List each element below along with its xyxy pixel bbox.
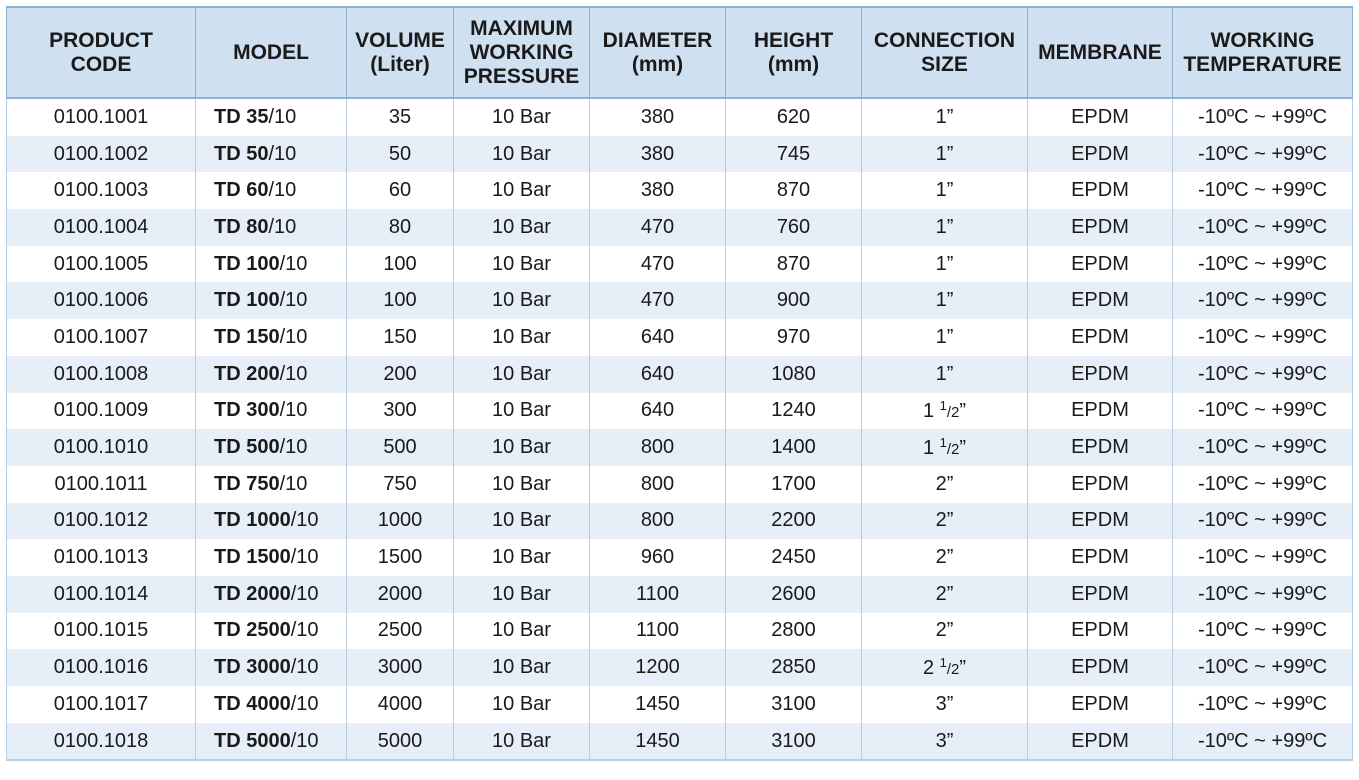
- height-cell: 870: [726, 246, 862, 283]
- connection-whole: 2: [935, 582, 947, 605]
- connection-whole: 1: [935, 325, 947, 348]
- model-suffix: /10: [290, 729, 319, 752]
- working-temperature-cell: -10ºC ~ +99ºC: [1173, 686, 1353, 723]
- model-suffix: /10: [290, 509, 319, 532]
- table-row: [7, 576, 1353, 613]
- connection-whole: 2: [935, 619, 947, 642]
- diameter-cell: 1450: [590, 723, 726, 761]
- membrane-cell: EPDM: [1028, 98, 1173, 136]
- connection-whole: 1: [935, 142, 947, 165]
- diameter-cell: 800: [590, 429, 726, 466]
- connection-size-cell: [862, 429, 1028, 466]
- diameter-cell: 380: [590, 172, 726, 209]
- working-temperature-cell: -10ºC ~ +99ºC: [1173, 723, 1353, 761]
- model-suffix: /10: [279, 362, 308, 385]
- model-name: TD 100: [214, 289, 280, 312]
- connection-size-cell: [862, 319, 1028, 356]
- table-body: [7, 98, 1353, 760]
- column-header-diameter: [590, 7, 726, 98]
- table-row: [7, 466, 1353, 503]
- column-header-working-temperature: [1173, 7, 1353, 98]
- working-temperature-cell: -10ºC ~ +99ºC: [1173, 576, 1353, 613]
- column-header-membrane: [1028, 7, 1173, 98]
- connection-size-cell: [862, 503, 1028, 540]
- model-name: TD 3000: [214, 656, 291, 679]
- product-code-cell: 0100.1006: [7, 282, 196, 319]
- working-temperature-cell: -10ºC ~ +99ºC: [1173, 466, 1353, 503]
- table-row: [7, 503, 1353, 540]
- model-suffix: /10: [279, 472, 308, 495]
- model-name: TD 150: [214, 325, 280, 348]
- column-header-line: VOLUME: [355, 28, 445, 52]
- pressure-cell: 10 Bar: [454, 136, 590, 173]
- column-header-max-working-pressure: [454, 7, 590, 98]
- fraction-denominator: /2: [946, 404, 960, 422]
- membrane-cell: EPDM: [1028, 393, 1173, 430]
- model-cell: [196, 723, 347, 761]
- volume-cell: 1500: [347, 539, 454, 576]
- model-cell: [196, 503, 347, 540]
- height-cell: 760: [726, 209, 862, 246]
- connection-whole: 2: [935, 509, 947, 532]
- product-code-cell: 0100.1001: [7, 98, 196, 136]
- connection-size-cell: [862, 539, 1028, 576]
- connection-whole: 3: [935, 729, 947, 752]
- header-row: [7, 7, 1353, 98]
- volume-cell: 5000: [347, 723, 454, 761]
- working-temperature-cell: -10ºC ~ +99ºC: [1173, 246, 1353, 283]
- working-temperature-cell: -10ºC ~ +99ºC: [1173, 356, 1353, 393]
- model-suffix: /10: [268, 105, 297, 128]
- product-code-cell: 0100.1005: [7, 246, 196, 283]
- working-temperature-cell: -10ºC ~ +99ºC: [1173, 429, 1353, 466]
- diameter-cell: 470: [590, 209, 726, 246]
- inch-mark: ”: [946, 179, 954, 202]
- model-name: TD 80: [214, 215, 269, 238]
- model-name: TD 200: [214, 362, 280, 385]
- height-cell: 1240: [726, 393, 862, 430]
- product-code-cell: 0100.1014: [7, 576, 196, 613]
- volume-cell: 300: [347, 393, 454, 430]
- connection-whole: 1: [922, 400, 940, 423]
- model-name: TD 750: [214, 472, 280, 495]
- height-cell: 870: [726, 172, 862, 209]
- volume-cell: 60: [347, 172, 454, 209]
- table-row: [7, 136, 1353, 173]
- connection-whole: 1: [935, 252, 947, 275]
- model-name: TD 5000: [214, 729, 291, 752]
- connection-whole: 1: [935, 362, 947, 385]
- column-header-model: [196, 7, 347, 98]
- diameter-cell: 1200: [590, 649, 726, 686]
- volume-cell: 2500: [347, 613, 454, 650]
- height-cell: 3100: [726, 723, 862, 761]
- connection-size-cell: [862, 98, 1028, 136]
- model-cell: [196, 649, 347, 686]
- working-temperature-cell: -10ºC ~ +99ºC: [1173, 136, 1353, 173]
- volume-cell: 50: [347, 136, 454, 173]
- height-cell: 970: [726, 319, 862, 356]
- model-cell: [196, 209, 347, 246]
- working-temperature-cell: -10ºC ~ +99ºC: [1173, 649, 1353, 686]
- membrane-cell: EPDM: [1028, 503, 1173, 540]
- membrane-cell: EPDM: [1028, 686, 1173, 723]
- inch-mark: ”: [959, 657, 967, 680]
- model-name: TD 300: [214, 399, 280, 422]
- membrane-cell: EPDM: [1028, 246, 1173, 283]
- height-cell: 2200: [726, 503, 862, 540]
- working-temperature-cell: -10ºC ~ +99ºC: [1173, 393, 1353, 430]
- inch-mark: ”: [946, 142, 954, 165]
- table-row: [7, 686, 1353, 723]
- pressure-cell: 10 Bar: [454, 319, 590, 356]
- pressure-cell: 10 Bar: [454, 539, 590, 576]
- membrane-cell: EPDM: [1028, 539, 1173, 576]
- working-temperature-cell: -10ºC ~ +99ºC: [1173, 209, 1353, 246]
- table-row: [7, 319, 1353, 356]
- membrane-cell: EPDM: [1028, 209, 1173, 246]
- model-cell: [196, 466, 347, 503]
- inch-mark: ”: [946, 215, 954, 238]
- diameter-cell: 960: [590, 539, 726, 576]
- height-cell: 2600: [726, 576, 862, 613]
- height-cell: 1080: [726, 356, 862, 393]
- table-row: [7, 209, 1353, 246]
- product-code-cell: 0100.1009: [7, 393, 196, 430]
- column-header-product-code: [7, 7, 196, 98]
- height-cell: 2450: [726, 539, 862, 576]
- fraction-numerator: 1: [939, 398, 947, 414]
- volume-cell: 100: [347, 282, 454, 319]
- pressure-cell: 10 Bar: [454, 466, 590, 503]
- pressure-cell: 10 Bar: [454, 246, 590, 283]
- inch-mark: ”: [946, 252, 954, 275]
- height-cell: 745: [726, 136, 862, 173]
- column-header-line: WORKING: [1210, 28, 1315, 52]
- model-suffix: /10: [268, 179, 297, 202]
- pressure-cell: 10 Bar: [454, 172, 590, 209]
- pressure-cell: 10 Bar: [454, 686, 590, 723]
- connection-size-cell: [862, 246, 1028, 283]
- inch-mark: ”: [946, 582, 954, 605]
- model-suffix: /10: [290, 619, 319, 642]
- table-row: [7, 246, 1353, 283]
- membrane-cell: EPDM: [1028, 466, 1173, 503]
- table-row: [7, 356, 1353, 393]
- model-suffix: /10: [290, 546, 319, 569]
- model-name: TD 1500: [214, 546, 291, 569]
- diameter-cell: 380: [590, 136, 726, 173]
- diameter-cell: 1450: [590, 686, 726, 723]
- column-header-line: SIZE: [921, 52, 968, 76]
- height-cell: 900: [726, 282, 862, 319]
- connection-whole: 2: [935, 546, 947, 569]
- model-suffix: /10: [279, 289, 308, 312]
- inch-mark: ”: [959, 400, 967, 423]
- connection-whole: 1: [935, 179, 947, 202]
- column-header-line: WORKING: [469, 40, 574, 64]
- membrane-cell: EPDM: [1028, 576, 1173, 613]
- diameter-cell: 800: [590, 466, 726, 503]
- model-cell: [196, 393, 347, 430]
- product-code-cell: 0100.1002: [7, 136, 196, 173]
- connection-size-cell: [862, 356, 1028, 393]
- column-header-line: MAXIMUM: [470, 16, 573, 40]
- membrane-cell: EPDM: [1028, 282, 1173, 319]
- product-code-cell: 0100.1008: [7, 356, 196, 393]
- membrane-cell: EPDM: [1028, 319, 1173, 356]
- model-suffix: /10: [290, 656, 319, 679]
- working-temperature-cell: -10ºC ~ +99ºC: [1173, 282, 1353, 319]
- product-code-cell: 0100.1015: [7, 613, 196, 650]
- membrane-cell: EPDM: [1028, 429, 1173, 466]
- model-name: TD 35: [214, 105, 269, 128]
- model-suffix: /10: [279, 252, 308, 275]
- volume-cell: 35: [347, 98, 454, 136]
- fraction-numerator: 1: [939, 655, 947, 671]
- height-cell: 1700: [726, 466, 862, 503]
- column-header-line: (Liter): [370, 52, 430, 76]
- pressure-cell: 10 Bar: [454, 723, 590, 761]
- column-header-line: TEMPERATURE: [1183, 52, 1342, 76]
- inch-mark: ”: [946, 509, 954, 532]
- fraction-numerator: 1: [939, 435, 947, 451]
- connection-size-cell: [862, 466, 1028, 503]
- table-row: [7, 282, 1353, 319]
- connection-size-cell: [862, 686, 1028, 723]
- connection-size-cell: [862, 649, 1028, 686]
- model-suffix: /10: [290, 692, 319, 715]
- height-cell: 2850: [726, 649, 862, 686]
- membrane-cell: EPDM: [1028, 649, 1173, 686]
- height-cell: 620: [726, 98, 862, 136]
- diameter-cell: 470: [590, 282, 726, 319]
- model-cell: [196, 246, 347, 283]
- column-header-line: PRODUCT: [49, 28, 153, 52]
- volume-cell: 3000: [347, 649, 454, 686]
- volume-cell: 500: [347, 429, 454, 466]
- inch-mark: ”: [946, 472, 954, 495]
- product-code-cell: 0100.1011: [7, 466, 196, 503]
- pressure-cell: 10 Bar: [454, 282, 590, 319]
- diameter-cell: 640: [590, 393, 726, 430]
- membrane-cell: EPDM: [1028, 356, 1173, 393]
- volume-cell: 1000: [347, 503, 454, 540]
- model-cell: [196, 686, 347, 723]
- connection-whole: 1: [935, 289, 947, 312]
- diameter-cell: 640: [590, 319, 726, 356]
- pressure-cell: 10 Bar: [454, 393, 590, 430]
- pressure-cell: 10 Bar: [454, 209, 590, 246]
- connection-size-cell: [862, 136, 1028, 173]
- working-temperature-cell: -10ºC ~ +99ºC: [1173, 172, 1353, 209]
- product-code-cell: 0100.1010: [7, 429, 196, 466]
- model-cell: [196, 136, 347, 173]
- membrane-cell: EPDM: [1028, 172, 1173, 209]
- model-cell: [196, 429, 347, 466]
- inch-mark: ”: [959, 437, 967, 460]
- connection-whole: 2: [935, 472, 947, 495]
- column-header-volume: [347, 7, 454, 98]
- diameter-cell: 640: [590, 356, 726, 393]
- volume-cell: 150: [347, 319, 454, 356]
- inch-mark: ”: [946, 619, 954, 642]
- table-row: [7, 98, 1353, 136]
- specification-table: [6, 6, 1353, 761]
- model-suffix: /10: [279, 399, 308, 422]
- product-code-cell: 0100.1016: [7, 649, 196, 686]
- volume-cell: 80: [347, 209, 454, 246]
- model-name: TD 60: [214, 179, 269, 202]
- height-cell: 3100: [726, 686, 862, 723]
- volume-cell: 4000: [347, 686, 454, 723]
- product-code-cell: 0100.1003: [7, 172, 196, 209]
- connection-whole: 1: [935, 105, 947, 128]
- connection-size-cell: [862, 613, 1028, 650]
- working-temperature-cell: -10ºC ~ +99ºC: [1173, 613, 1353, 650]
- connection-size-cell: [862, 576, 1028, 613]
- volume-cell: 2000: [347, 576, 454, 613]
- connection-size-cell: [862, 209, 1028, 246]
- product-code-cell: 0100.1007: [7, 319, 196, 356]
- connection-whole: 2: [922, 657, 940, 680]
- inch-mark: ”: [946, 325, 954, 348]
- membrane-cell: EPDM: [1028, 613, 1173, 650]
- working-temperature-cell: -10ºC ~ +99ºC: [1173, 539, 1353, 576]
- table-row: [7, 539, 1353, 576]
- model-cell: [196, 356, 347, 393]
- volume-cell: 750: [347, 466, 454, 503]
- diameter-cell: 380: [590, 98, 726, 136]
- pressure-cell: 10 Bar: [454, 503, 590, 540]
- column-header-line: (mm): [631, 52, 684, 76]
- model-name: TD 4000: [214, 692, 291, 715]
- column-header-line: MEMBRANE: [1038, 40, 1162, 64]
- inch-mark: ”: [946, 105, 954, 128]
- column-header-height: [726, 7, 862, 98]
- model-suffix: /10: [268, 142, 297, 165]
- table-row: [7, 613, 1353, 650]
- column-header-line: PRESSURE: [463, 64, 580, 88]
- model-name: TD 50: [214, 142, 269, 165]
- connection-size-cell: [862, 393, 1028, 430]
- pressure-cell: 10 Bar: [454, 613, 590, 650]
- column-header-line: CONNECTION: [873, 28, 1016, 52]
- model-suffix: /10: [268, 215, 297, 238]
- column-header-line: (mm): [767, 52, 820, 76]
- inch-mark: ”: [946, 729, 954, 752]
- model-cell: [196, 98, 347, 136]
- model-name: TD 2500: [214, 619, 291, 642]
- product-code-cell: 0100.1017: [7, 686, 196, 723]
- working-temperature-cell: -10ºC ~ +99ºC: [1173, 503, 1353, 540]
- pressure-cell: 10 Bar: [454, 429, 590, 466]
- membrane-cell: EPDM: [1028, 723, 1173, 761]
- connection-size-cell: [862, 172, 1028, 209]
- diameter-cell: 800: [590, 503, 726, 540]
- product-code-cell: 0100.1004: [7, 209, 196, 246]
- model-cell: [196, 282, 347, 319]
- connection-size-cell: [862, 723, 1028, 761]
- model-name: TD 500: [214, 436, 280, 459]
- height-cell: 1400: [726, 429, 862, 466]
- fraction-denominator: /2: [946, 661, 960, 679]
- model-cell: [196, 613, 347, 650]
- pressure-cell: 10 Bar: [454, 356, 590, 393]
- model-cell: [196, 172, 347, 209]
- model-cell: [196, 539, 347, 576]
- column-header-line: DIAMETER: [602, 28, 713, 52]
- table-row: [7, 649, 1353, 686]
- connection-whole: 3: [935, 692, 947, 715]
- model-suffix: /10: [279, 325, 308, 348]
- pressure-cell: 10 Bar: [454, 98, 590, 136]
- diameter-cell: 1100: [590, 576, 726, 613]
- connection-whole: 1: [922, 437, 940, 460]
- inch-mark: ”: [946, 362, 954, 385]
- column-header-line: MODEL: [233, 40, 309, 64]
- table-row: [7, 723, 1353, 761]
- column-header-line: CODE: [70, 52, 132, 76]
- fraction-denominator: /2: [946, 441, 960, 459]
- membrane-cell: EPDM: [1028, 136, 1173, 173]
- table-row: [7, 393, 1353, 430]
- model-cell: [196, 576, 347, 613]
- model-name: TD 1000: [214, 509, 291, 532]
- connection-size-cell: [862, 282, 1028, 319]
- working-temperature-cell: -10ºC ~ +99ºC: [1173, 319, 1353, 356]
- inch-mark: ”: [946, 692, 954, 715]
- model-suffix: /10: [290, 582, 319, 605]
- volume-cell: 200: [347, 356, 454, 393]
- column-header-connection-size: [862, 7, 1028, 98]
- volume-cell: 100: [347, 246, 454, 283]
- pressure-cell: 10 Bar: [454, 649, 590, 686]
- table-row: [7, 429, 1353, 466]
- product-code-cell: 0100.1012: [7, 503, 196, 540]
- product-code-cell: 0100.1018: [7, 723, 196, 761]
- height-cell: 2800: [726, 613, 862, 650]
- product-code-cell: 0100.1013: [7, 539, 196, 576]
- model-cell: [196, 319, 347, 356]
- model-name: TD 2000: [214, 582, 291, 605]
- diameter-cell: 470: [590, 246, 726, 283]
- diameter-cell: 1100: [590, 613, 726, 650]
- table-row: [7, 172, 1353, 209]
- connection-whole: 1: [935, 215, 947, 238]
- column-header-line: HEIGHT: [753, 28, 834, 52]
- inch-mark: ”: [946, 546, 954, 569]
- pressure-cell: 10 Bar: [454, 576, 590, 613]
- model-suffix: /10: [279, 436, 308, 459]
- working-temperature-cell: -10ºC ~ +99ºC: [1173, 98, 1353, 136]
- model-name: TD 100: [214, 252, 280, 275]
- inch-mark: ”: [946, 289, 954, 312]
